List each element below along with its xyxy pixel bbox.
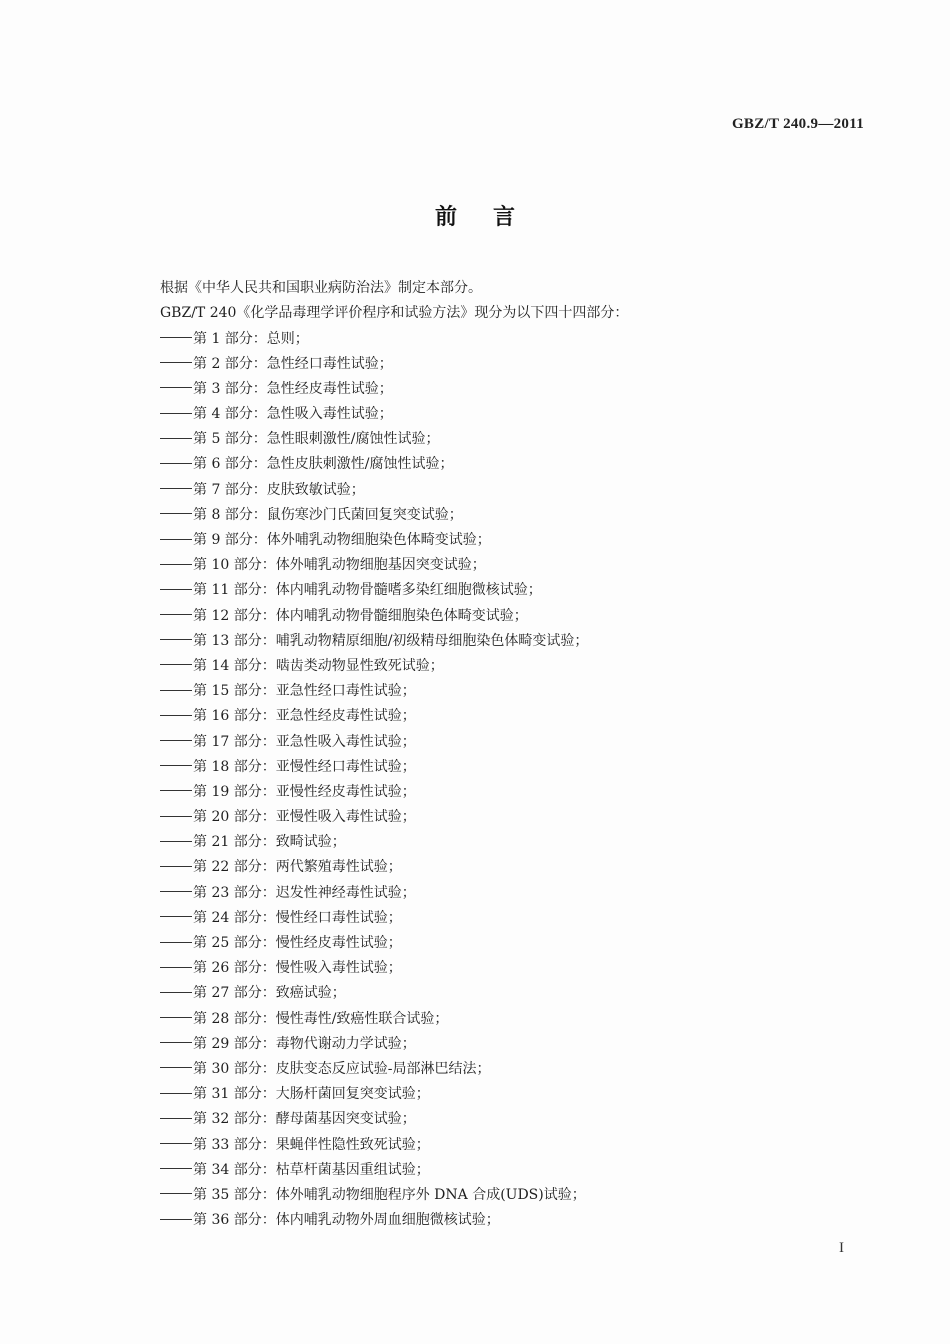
list-item-text: 第 9 部分：体外哺乳动物细胞染色体畸变试验； [193, 532, 491, 548]
list-item [160, 604, 880, 629]
list-item [160, 1007, 880, 1032]
page-number: I [839, 1240, 844, 1256]
list-item [160, 327, 880, 352]
em-dash-marker [160, 513, 192, 514]
list-item-text: 第 19 部分：亚慢性经皮毒性试验； [193, 783, 416, 800]
em-dash-marker [160, 1168, 192, 1169]
em-dash-marker [160, 1093, 192, 1094]
list-item-text: 第 2 部分：急性经口毒性试验； [193, 355, 393, 372]
em-dash-marker [160, 790, 192, 791]
em-dash-marker [160, 992, 192, 993]
list-item [160, 478, 880, 503]
em-dash-marker [160, 639, 192, 640]
list-item-text: 第 14 部分：啮齿类动物显性致死试验； [193, 657, 444, 674]
list-item-text: 第 32 部分：酵母菌基因突变试验； [193, 1111, 416, 1128]
list-item-text: 第 22 部分：两代繁殖毒性试验； [193, 859, 402, 876]
page-title: 前言 [434, 205, 551, 230]
list-item [160, 1133, 880, 1158]
list-item [160, 1158, 880, 1183]
list-item-text: 第 10 部分：体外哺乳动物细胞基因突变试验； [193, 557, 486, 574]
list-item [160, 830, 880, 855]
list-item-text: 第 36 部分：体内哺乳动物外周血细胞微核试验； [193, 1212, 500, 1229]
list-item-text: 第 4 部分：急性吸入毒性试验； [193, 406, 393, 423]
list-item [160, 654, 880, 679]
list-item-text: 第 12 部分：体内哺乳动物骨髓细胞染色体畸变试验； [193, 607, 528, 624]
list-item-text: 第 17 部分：亚急性吸入毒性试验； [193, 733, 416, 750]
intro-line-basis: 根据《中华人民共和国职业病防治法》制定本部分。 [160, 280, 482, 296]
em-dash-marker [160, 1017, 192, 1018]
em-dash-marker [160, 1143, 192, 1144]
list-item [160, 352, 880, 377]
em-dash-marker [160, 488, 192, 489]
list-item-text: 第 33 部分：果蝇伴性隐性致死试验； [193, 1136, 430, 1153]
em-dash-marker [160, 967, 192, 968]
list-item [160, 629, 880, 654]
list-item-text: 第 28 部分：慢性毒性/致癌性联合试验； [193, 1010, 449, 1027]
list-item-text: 第 23 部分：迟发性神经毒性试验； [193, 884, 416, 901]
list-item [160, 855, 880, 880]
list-item [160, 805, 880, 830]
list-item [160, 452, 880, 477]
list-item [160, 553, 880, 578]
list-item [160, 956, 880, 981]
em-dash-marker [160, 891, 192, 892]
list-item-text: 第 18 部分：亚慢性经口毒性试验； [193, 758, 416, 775]
em-dash-marker [160, 438, 192, 439]
list-item [160, 1208, 880, 1233]
em-dash-marker [160, 1118, 192, 1119]
em-dash-marker [160, 916, 192, 917]
em-dash-marker [160, 664, 192, 665]
em-dash-marker [160, 1219, 192, 1220]
em-dash-marker [160, 463, 192, 464]
parts-list [160, 327, 880, 1234]
list-item-text: 第 16 部分：亚急性经皮毒性试验； [193, 708, 416, 725]
em-dash-marker [160, 690, 192, 691]
list-item [160, 1032, 880, 1057]
list-item [160, 1183, 880, 1208]
em-dash-marker [160, 816, 192, 817]
list-item-text: 第 35 部分：体外哺乳动物细胞程序外 DNA 合成(UDS)试验； [193, 1186, 586, 1203]
list-item [160, 704, 880, 729]
list-item-text: 第 25 部分：慢性经皮毒性试验； [193, 935, 402, 951]
em-dash-marker [160, 362, 192, 363]
list-item-text: 第 11 部分：体内哺乳动物骨髓嗜多染红细胞微核试验； [193, 582, 542, 599]
list-item [160, 730, 880, 755]
list-item [160, 881, 880, 906]
list-item-text: 第 26 部分：慢性吸入毒性试验； [193, 960, 402, 977]
em-dash-marker [160, 765, 192, 766]
em-dash-marker [160, 539, 192, 540]
list-item [160, 679, 880, 704]
list-item-text: 第 30 部分：皮肤变态反应试验-局部淋巴结法； [193, 1060, 491, 1077]
list-item-text: 第 31 部分：大肠杆菌回复突变试验； [193, 1086, 430, 1103]
list-item [160, 1057, 880, 1082]
list-item [160, 981, 880, 1006]
em-dash-marker [160, 589, 192, 590]
list-item [160, 503, 880, 528]
list-item [160, 1107, 880, 1132]
list-item-text: 第 29 部分：毒物代谢动力学试验； [193, 1035, 416, 1052]
list-item-text: 第 34 部分：枯草杆菌基因重组试验； [193, 1161, 430, 1178]
list-item-text: 第 5 部分：急性眼刺激性/腐蚀性试验； [193, 431, 440, 448]
em-dash-marker [160, 413, 192, 414]
list-item [160, 931, 880, 956]
em-dash-marker [160, 866, 192, 867]
list-item-text: 第 27 部分：致癌试验； [193, 985, 346, 1002]
list-item [160, 528, 880, 553]
intro-line-parts-summary: GBZ/T 240《化学品毒理学评价程序和试验方法》现分为以下四十四部分： [160, 305, 629, 322]
list-item-text: 第 6 部分：急性皮肤刺激性/腐蚀性试验； [193, 456, 454, 473]
list-item-text: 第 13 部分：哺乳动物精原细胞/初级精母细胞染色体畸变试验； [193, 632, 589, 649]
list-item [160, 377, 880, 402]
em-dash-marker [160, 715, 192, 716]
list-item-text: 第 3 部分：急性经皮毒性试验； [193, 380, 393, 397]
list-item-text: 第 7 部分：皮肤致敏试验； [193, 481, 365, 498]
intro-paragraphs [160, 276, 880, 326]
list-item [160, 402, 880, 427]
em-dash-marker [160, 942, 192, 943]
em-dash-marker [160, 1193, 192, 1194]
em-dash-marker [160, 387, 192, 388]
list-item [160, 1082, 880, 1107]
list-item [160, 906, 880, 931]
list-item [160, 578, 880, 603]
em-dash-marker [160, 337, 192, 338]
em-dash-marker [160, 1067, 192, 1068]
list-item-text: 第 24 部分：慢性经口毒性试验； [193, 909, 402, 926]
list-item [160, 427, 880, 452]
em-dash-marker [160, 740, 192, 741]
list-item-text: 第 8 部分：鼠伤寒沙门氏菌回复突变试验； [193, 506, 463, 523]
standard-code: GBZ/T 240.9—2011 [731, 116, 864, 132]
em-dash-marker [160, 564, 192, 565]
em-dash-marker [160, 841, 192, 842]
list-item [160, 755, 880, 780]
list-item [160, 780, 880, 805]
em-dash-marker [160, 614, 192, 615]
list-item-text: 第 20 部分：亚慢性吸入毒性试验； [193, 809, 416, 826]
list-item-text: 第 21 部分：致畸试验； [193, 834, 346, 851]
em-dash-marker [160, 1042, 192, 1043]
list-item-text: 第 15 部分：亚急性经口毒性试验； [193, 683, 416, 700]
list-item-text: 第 1 部分：总则； [193, 330, 309, 347]
